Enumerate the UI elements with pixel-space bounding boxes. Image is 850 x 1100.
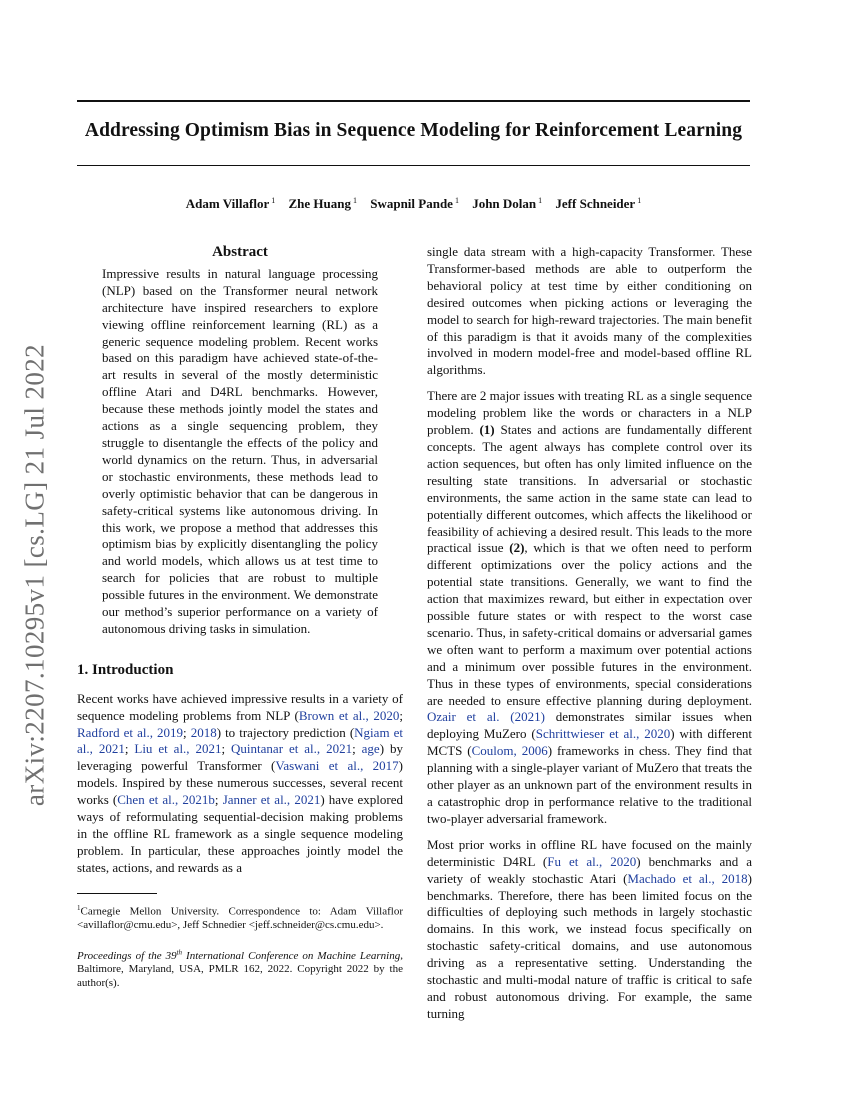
citation-link[interactable]: age xyxy=(361,741,380,757)
arxiv-identifier: arXiv:2207.10295v1 [cs.LG] 21 Jul 2022 xyxy=(19,343,50,807)
abstract-heading: Abstract xyxy=(212,244,268,260)
footnote-divider xyxy=(77,893,157,894)
author: Zhe Huang $^1$ xyxy=(288,196,357,212)
intro-paragraph-3: There are 2 major issues with treating RL as a single sequence modeling problem like the words or characters in a NLP problem. (1) States and actions are fundamentally different concepts. The agent always has complete control over its action sequences, but often has only limited influence on the resulting state transitions. In adversarial or stochastic environments, the same action in the same state can lead to potentially different outcomes, which affects the likelihood or feasibility of achieving a desired result. This leads to the more practical issue (2), which is that we often need to perform different optimizations over the policy actions and the potential state transitions. Generally, we want to find the action that maximizes reward, but either in expectation over possible future states or with respect to the worst case scenario. Thus, in safety-critical domains or adversarial games we often want to perform a maximum over potential actions and a minimum over possible futures in the environment. Thus in these types of environments, special considerations are needed to ensure effective planning during deployment. Ozair et al. (2021) demonstrates similar issues when deploying MuZero (Schrittwieser et al., 2020) with different MCTS (Coulom, 2006) frameworks in chess. They find that planning with a single-player variant of MuZero that treats the other player as an unknown part of the environment results in a catastrophic drop in performance relative to the traditional two-player adversarial framework. xyxy=(427,388,753,826)
intro-paragraph-2: single data stream with a high-capacity Transformer. These Transformer-based methods are able to outperform the behavioral policy at test time by either conditioning on desired outcomes when picking actions or leveraging the model to search for high-reward trajectories. The main benefit of this paradigm is that it avoids many of the complexities involved in modern model-free and model-based offline RL algorithms. xyxy=(427,244,752,378)
author: John Dolan $^1$ xyxy=(472,196,543,212)
citation-link[interactable]: Janner et al., 2021 xyxy=(222,792,321,808)
right-column xyxy=(427,244,752,1032)
citation-link[interactable]: Coulom, 2006 xyxy=(471,743,548,759)
citation-link[interactable]: Vaswani et al., 2017 xyxy=(275,758,399,774)
citation-link[interactable]: Machado et al., 2018 xyxy=(627,870,748,886)
intro-paragraph-4: Most prior works in offline RL have focused on the mainly deterministic D4RL (Fu et al., 2020) benchmarks and a variety of weakly stochastic Atari (Machado et al., 2018) benchmarks. Therefore, there has been limited focus on the difficulties of deploying such methods in largely stochastic domains. In this work, we instead focus specifically on stochastic safety-critical domains, and use autonomous driving as a representative setting. Understanding the stochastic and multi-modal nature of traffic is critical to safe and robust autonomous driving. For example, the same turning xyxy=(427,836,752,1021)
citation-link[interactable]: Fu et al., 2020 xyxy=(547,853,637,869)
citation-link[interactable]: Chen et al., 2021b xyxy=(117,792,215,808)
citation-link[interactable]: 2018 xyxy=(190,724,217,740)
title-rule-bottom xyxy=(77,165,750,166)
left-column xyxy=(77,244,403,886)
citation-link[interactable]: Schrittwieser et al., 2020 xyxy=(535,726,671,742)
proceedings-note: Proceedings of the 39th International Conference on Machine Learning, Baltimore, Maryland, USA, PMLR 162, 2022. Copyright 2022 by the author(s). xyxy=(77,948,403,989)
section-heading-introduction: 1. Introduction xyxy=(77,661,174,678)
citation-link[interactable]: Liu et al., 2021 xyxy=(134,741,222,757)
citation-link[interactable]: Ngiam et al., 2021 xyxy=(77,724,403,757)
title-rule-top xyxy=(77,100,750,102)
citation-link[interactable]: Ozair et al. (2021) xyxy=(427,709,545,725)
abstract-text: Impressive results in natural language processing (NLP) based on the Transformer neural network architecture have inspired researchers to explore viewing offline reinforcement learning (RL) as a generic sequence modeling problem. Recent works based on this paradigm have achieved state-of-the-art results in several of the mostly deterministic offline Atari and D4RL benchmarks. However, because these methods jointly model the states and actions as a single sequencing problem, they struggle to disentangle the effects of the policy and world dynamics on the return. Thus, in adversarial or stochastic environments, these methods lead to overly optimistic behavior that can be dangerous in safety-critical systems like autonomous driving. In this work, we propose a method that addresses this optimism bias by explicitly disentangling the policy and world models, which allows us at test time to search for policies that are robust to multiple possible futures in the environment. We demonstrate our method’s superior performance on a variety of autonomous driving tasks in simulation. xyxy=(102,265,378,636)
citation-link[interactable]: Radford et al., 2019 xyxy=(77,724,184,740)
author-list xyxy=(77,196,750,212)
author: Jeff Schneider $^1$ xyxy=(555,196,642,212)
affiliation-footnote: $^1$Carnegie Mellon University. Correspondence to: Adam Villaflor <avillaflor@cmu.edu>, Jeff Schnedier <jeff.schneider@cs.cmu.edu>. xyxy=(77,904,403,931)
footnotes xyxy=(77,902,403,990)
paper-title: Addressing Optimism Bias in Sequence Modeling for Reinforcement Learning xyxy=(84,120,743,141)
citation-link[interactable]: Quintanar et al., 2021 xyxy=(231,741,353,757)
intro-paragraph-1: Recent works have achieved impressive results in a variety of sequence modeling problems from NLP (Brown et al., 2020; Radford et al., 2019; 2018) to trajectory prediction (Ngiam et al., 2021; Liu et al., 2021; Quintanar et al., 2021; age) by leveraging powerful Transformer (Vaswani et al., 2017) models. Inspired by these numerous successes, several recent works (Chen et al., 2021b; Janner et al., 2021) have explored ways of reformulating sequential-decision making problems in the offline RL framework as a single sequence modeling problem. In particular, these approaches jointly model the states, actions, and rewards as a xyxy=(77,690,403,875)
author: Swapnil Pande $^1$ xyxy=(370,196,459,212)
citation-link[interactable]: Brown et al., 2020 xyxy=(298,707,400,723)
author: Adam Villaflor $^1$ xyxy=(185,196,276,212)
